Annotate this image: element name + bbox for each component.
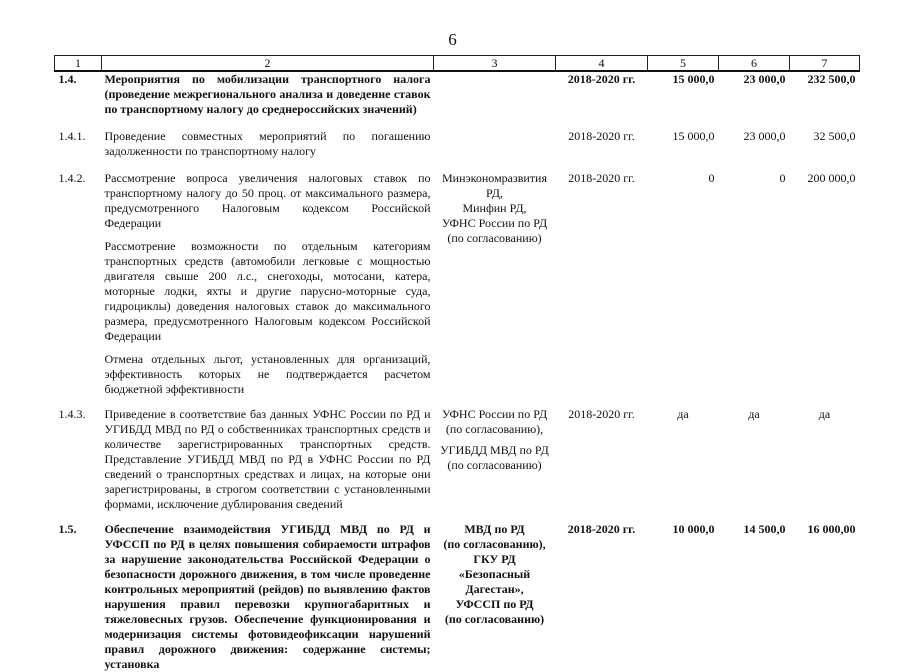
executor-line: УФССП по РД xyxy=(455,597,534,611)
description-paragraph: Отмена отдельных льгот, установленных для организаций, эффективность которых не подтверждается расчетом бюджетной эффективности xyxy=(104,352,431,396)
executor-line: МВД по РД xyxy=(464,522,525,536)
item-description xyxy=(102,159,434,397)
column-number: 5 xyxy=(648,56,719,72)
value-col-6: 23 000,0 xyxy=(743,72,786,86)
value-col-7: 16 000,00 xyxy=(807,522,856,536)
value-col-6: 14 500,0 xyxy=(743,522,786,536)
executor-line: УГИБДД МВД по РД xyxy=(440,443,549,457)
value-col-5: 15 000,0 xyxy=(672,129,715,143)
table-row xyxy=(55,159,860,397)
column-number: 7 xyxy=(790,56,860,72)
value-col-5: 0 xyxy=(708,171,715,185)
executor-line: (по согласованию) xyxy=(447,231,542,245)
responsible-executors xyxy=(434,159,556,397)
value-col-6: да xyxy=(748,407,760,421)
responsible-executors xyxy=(434,397,556,512)
item-description xyxy=(102,512,434,672)
period: 2018-2020 гг. xyxy=(568,407,635,421)
description-paragraph: Проведение совместных мероприятий по погашению задолженности по транспортному налогу xyxy=(104,129,431,158)
executor-line: УФНС России по РД xyxy=(441,216,548,230)
value-col-5: 15 000,0 xyxy=(672,72,715,86)
item-number: 1.4.1. xyxy=(58,129,86,143)
page-number: 6 xyxy=(448,30,457,49)
value-col-7: 232 500,0 xyxy=(807,72,856,86)
executor-line: Дагестан», xyxy=(465,582,524,596)
value-col-7: 32 500,0 xyxy=(813,129,856,143)
item-number: 1.5. xyxy=(58,522,77,536)
executor-line: (по согласованию) xyxy=(444,612,545,626)
description-paragraph: Рассмотрение вопроса увеличения налоговых ставок по транспортному налогу до 50 проц. от максимального размера, предусмотренного Налоговым кодексом Российской Федерации xyxy=(104,171,431,230)
executor-line: РД, xyxy=(486,186,503,200)
column-number: 1 xyxy=(55,56,102,72)
value-col-5: да xyxy=(677,407,689,421)
responsible-executors xyxy=(434,71,556,117)
description-paragraph: Обеспечение взаимодействия УГИБДД МВД по РД и УФССП по РД в целях повышения собираемости штрафов за нарушение законодательства Российской Федерации о безопасности дорожного движения, в том числе проведение контрольных мероприятий (рейдов) по выявлению фактов нарушения правил перевозки крупногабаритных и тяжеловесных грузов. Обеспечение функционирования и модернизация системы фотовидеофиксации нарушений правил дорожного движения: содержание системы; установка xyxy=(104,522,431,671)
measures-table xyxy=(54,55,860,672)
executor-line: (по согласованию) xyxy=(447,458,542,472)
value-col-6: 0 xyxy=(779,171,786,185)
item-description xyxy=(102,397,434,512)
executor-line: (по согласованию), xyxy=(445,422,544,436)
item-description xyxy=(102,71,434,117)
description-paragraph: Приведение в соответствие баз данных УФНС России по РД и УГИБДД МВД по РД о собственниках транспортных средств и количестве зарегистрированных транспортных средств. Представление УГИБДД МВД по РД в УФНС России по РД сведений о транспортных средствах и лицах, на которые они зарегистрированы, в строгом соответствии с установленными формами, исключение дублирования сведений xyxy=(104,407,431,511)
column-number: 6 xyxy=(719,56,790,72)
item-number: 1.4.2. xyxy=(58,171,86,185)
item-number: 1.4. xyxy=(58,72,77,86)
executor-line: Минэкономразвития xyxy=(441,171,547,185)
description-paragraph: Мероприятия по мобилизации транспортного налога (проведение межрегионального анализа и доведение ставок по транспортному налогу до среднероссийских значений) xyxy=(104,72,431,116)
column-number: 3 xyxy=(434,56,556,72)
period: 2018-2020 гг. xyxy=(568,171,635,185)
item-number: 1.4.3. xyxy=(58,407,86,421)
value-col-7: 200 000,0 xyxy=(807,171,856,185)
responsible-executors xyxy=(434,512,556,672)
period: 2018-2020 гг. xyxy=(567,72,636,86)
column-number: 4 xyxy=(556,56,648,72)
item-description xyxy=(102,117,434,159)
executor-line: Минфин РД, xyxy=(462,201,527,215)
column-number: 2 xyxy=(102,56,434,72)
period: 2018-2020 гг. xyxy=(567,522,636,536)
table-row xyxy=(55,512,860,672)
executor-line: УФНС России по РД xyxy=(441,407,548,421)
value-col-6: 23 000,0 xyxy=(743,129,786,143)
column-number-header xyxy=(55,56,860,72)
table-row xyxy=(55,117,860,159)
responsible-executors xyxy=(434,117,556,159)
value-col-7: да xyxy=(818,407,831,421)
period: 2018-2020 гг. xyxy=(568,129,635,143)
table-row xyxy=(55,71,860,117)
executor-line: ГКУ РД «Безопасный xyxy=(458,552,531,581)
executor-line: (по согласованию), xyxy=(443,537,546,551)
description-paragraph: Рассмотрение возможности по отдельным категориям транспортных средств (автомобили легковые с мощностью двигателя свыше 200 л.с., снегоходы, мотосани, катера, моторные лодки, яхты и другие парусно-моторные суда, гидроциклы) доведения налоговых ставок до максимального размера, предусмотренного Налоговым кодексом Российской Федерации xyxy=(104,239,431,343)
value-col-5: 10 000,0 xyxy=(672,522,715,536)
table-row xyxy=(55,397,860,512)
